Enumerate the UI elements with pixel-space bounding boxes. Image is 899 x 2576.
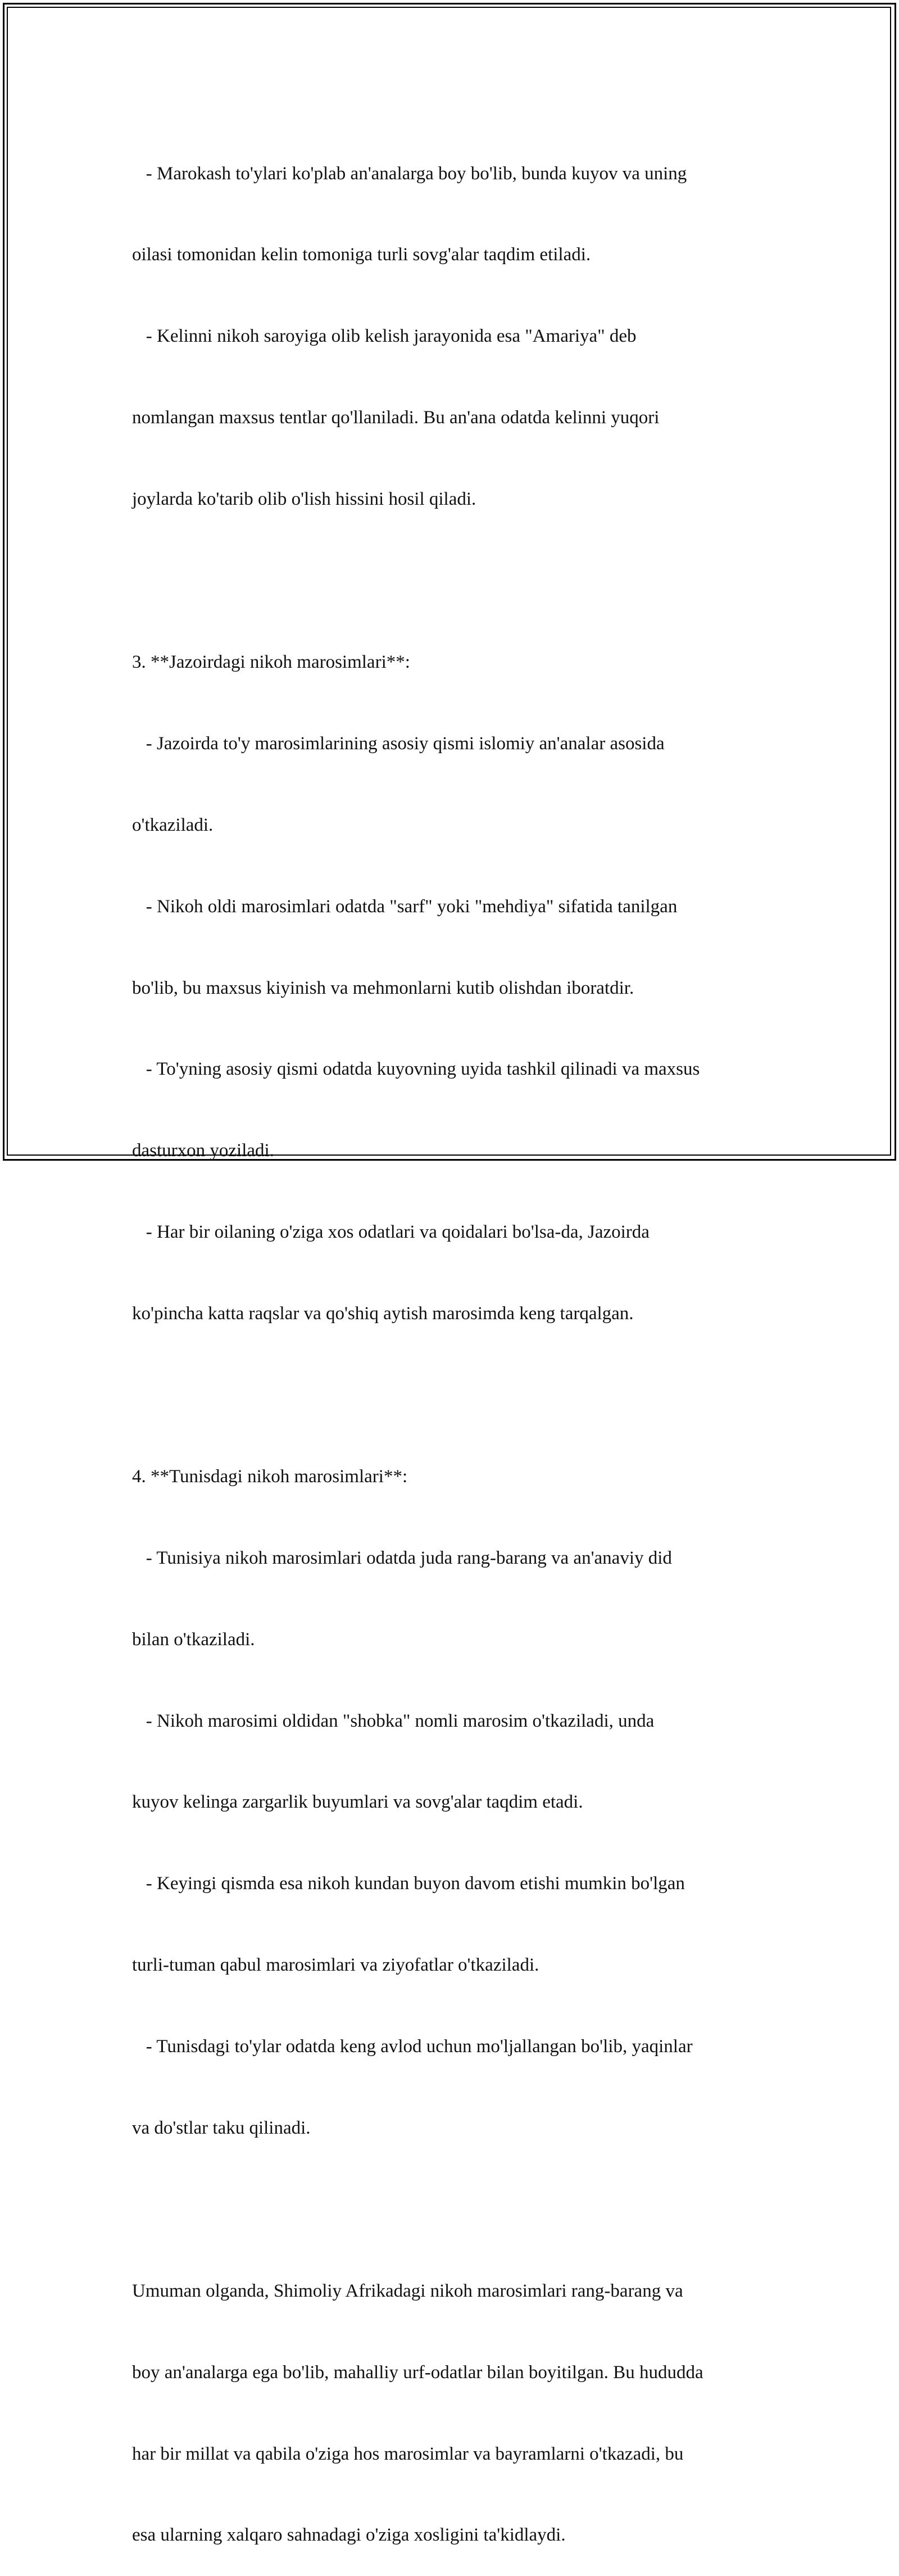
conclusion-line: Umuman olganda, Shimoliy Afrikadagi nikoh marosimlari rang-barang va	[132, 2280, 683, 2301]
section-heading: 4. **Tunisdagi nikoh marosimlari**:	[132, 1466, 408, 1487]
blank-line	[132, 2196, 778, 2223]
text-line: oilasi tomonidan kelin tomoniga turli sovg'alar taqdim etiladi.	[132, 245, 591, 265]
blank-line	[132, 1382, 778, 1409]
document-body	[132, 106, 778, 2576]
text-line: bilan o'tkaziladi.	[132, 1629, 255, 1650]
text-line: - Marokash to'ylari ko'plab an'analarga boy bo'lib, bunda kuyov va uning	[132, 163, 687, 184]
text-line: - Jazoirda to'y marosimlarining asosiy qismi islomiy an'analar asosida	[132, 733, 665, 754]
text-line: - To'yning asosiy qismi odatda kuyovning uyida tashkil qilinadi va maxsus	[132, 1059, 700, 1080]
text-line: kuyov kelinga zargarlik buyumlari va sovg'alar taqdim etadi.	[132, 1792, 583, 1813]
text-line: - Tunisiya nikoh marosimlari odatda juda rang-barang va an'anaviy did	[132, 1547, 672, 1568]
text-line: turli-tuman qabul marosimlari va ziyofatlar o'tkaziladi.	[132, 1955, 539, 1976]
conclusion-line: boy an'analarga ega bo'lib, mahalliy urf-odatlar bilan boyitilgan. Bu hududda	[132, 2362, 703, 2383]
text-line: bo'lib, bu maxsus kiyinish va mehmonlarni kutib olishdan iboratdir.	[132, 977, 634, 998]
text-line: joylarda ko'tarib olib o'lish hissini hosil qiladi.	[132, 489, 476, 510]
text-line: va do'stlar taku qilinadi.	[132, 2117, 311, 2138]
section-heading: 3. **Jazoirdagi nikoh marosimlari**:	[132, 651, 410, 672]
text-line: - Kelinni nikoh saroyiga olib kelish jarayonida esa "Amariya" deb	[132, 326, 637, 347]
text-line: nomlangan maxsus tentlar qo'llaniladi. Bu an'ana odatda kelinni yuqori	[132, 408, 660, 428]
text-line: - Tunisdagi to'ylar odatda keng avlod uchun mo'ljallangan bo'lib, yaqinlar	[132, 2036, 693, 2057]
conclusion-line: esa ularning xalqaro sahnadagi o'ziga xosligini ta'kidlaydi.	[132, 2525, 566, 2546]
text-line: o'tkaziladi.	[132, 814, 214, 835]
text-line: - Keyingi qismda esa nikoh kundan buyon davom etishi mumkin bo'lgan	[132, 1873, 685, 1894]
text-line: dasturxon yoziladi.	[132, 1140, 274, 1161]
text-line: - Har bir oilaning o'ziga xos odatlari va qoidalari bo'lsa-da, Jazoirda	[132, 1222, 650, 1243]
blank-line	[132, 567, 778, 594]
text-line: - Nikoh oldi marosimlari odatda "sarf" yoki "mehdiya" sifatida tanilgan	[132, 896, 678, 917]
text-line: - Nikoh marosimi oldidan "shobka" nomli marosim o'tkaziladi, unda	[132, 1710, 655, 1731]
text-line: ko'pincha katta raqslar va qo'shiq aytish marosimda keng tarqalgan.	[132, 1303, 634, 1324]
conclusion-line: har bir millat va qabila o'ziga hos marosimlar va bayramlarni o'tkazadi, bu	[132, 2443, 684, 2464]
